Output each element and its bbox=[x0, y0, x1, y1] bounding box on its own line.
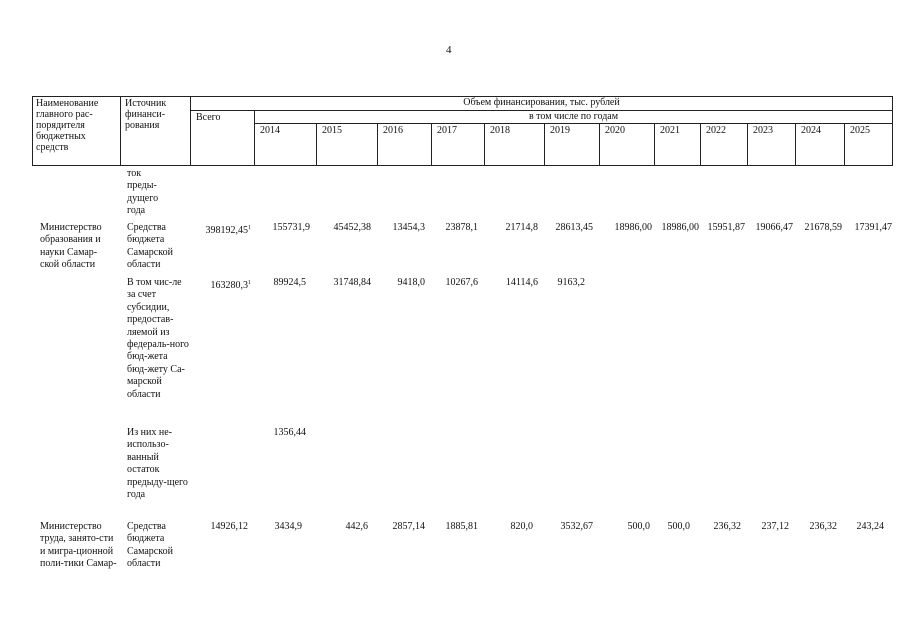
header-year-cell bbox=[544, 123, 600, 166]
row-value-2020: 500,0 bbox=[627, 521, 650, 532]
row-value-2015: 45452,38 bbox=[333, 222, 371, 233]
row-value-2017: 23878,1 bbox=[445, 222, 478, 233]
header-year-label: 2024 bbox=[801, 125, 821, 136]
header-year-cell bbox=[484, 123, 545, 166]
row-value-2024: 21678,59 bbox=[804, 222, 842, 233]
header-year-label: 2018 bbox=[490, 125, 510, 136]
row-value-2020: 18986,00 bbox=[614, 222, 652, 233]
row-name: Министерство труда, занято-сти и мигра-ционной поли-тики Самар- bbox=[40, 521, 117, 570]
row-value-2016: 2857,14 bbox=[392, 521, 425, 532]
row-total bbox=[192, 521, 248, 533]
header-year-cell bbox=[747, 123, 796, 166]
header-year-label: 2019 bbox=[550, 125, 570, 136]
page-number: 4 bbox=[446, 44, 452, 56]
row-source: Средства бюджета Самарской области bbox=[127, 521, 173, 570]
row-value-2019: 28613,45 bbox=[555, 222, 593, 233]
header-year-cell bbox=[700, 123, 748, 166]
row-value-2023: 19066,47 bbox=[755, 222, 793, 233]
header-year-label: 2022 bbox=[706, 125, 726, 136]
row-value-2014: 155731,9 bbox=[272, 222, 310, 233]
header-year-cell bbox=[377, 123, 432, 166]
header-cell-by-years bbox=[254, 110, 893, 124]
row-source: Из них не-использо-ванный остаток предыду-щего года bbox=[127, 427, 188, 501]
header-name-label: Наименование главного рас-порядителя бюджетных средств bbox=[36, 98, 99, 153]
header-year-label: 2025 bbox=[850, 125, 870, 136]
row-value-2021: 18986,00 bbox=[661, 222, 699, 233]
row-value-2014: 3434,9 bbox=[274, 521, 302, 532]
header-year-label: 2020 bbox=[605, 125, 625, 136]
row-source: В том чис-ле за счет субсидии, предостав-ляемой из федераль-ного бюд-жета бюд-жету Са-марской области bbox=[127, 277, 189, 400]
header-cell-source bbox=[120, 96, 191, 166]
row-total-value: 14926,12 bbox=[210, 521, 248, 532]
row-value-2019: 3532,67 bbox=[560, 521, 593, 532]
row-value-2024: 236,32 bbox=[809, 521, 837, 532]
header-year-cell bbox=[254, 123, 317, 166]
row-value-2023: 237,12 bbox=[761, 521, 789, 532]
header-year-label: 2015 bbox=[322, 125, 342, 136]
row-value-2025: 243,24 bbox=[856, 521, 884, 532]
row-value-2016: 13454,3 bbox=[392, 222, 425, 233]
row-value-2018: 14114,6 bbox=[505, 277, 538, 288]
continued-source-text: ток преды-дущего года bbox=[127, 168, 159, 217]
header-cell-name bbox=[32, 96, 121, 166]
row-value-2018: 820,0 bbox=[510, 521, 533, 532]
row-value-2014: 1356,44 bbox=[273, 427, 306, 438]
row-value-2017: 1885,81 bbox=[445, 521, 478, 532]
row-value-2019: 9163,2 bbox=[557, 277, 585, 288]
row-total-value: 163280,3 bbox=[210, 280, 248, 291]
row-value-2021: 500,0 bbox=[667, 521, 690, 532]
header-year-cell bbox=[654, 123, 701, 166]
row-value-2022: 236,32 bbox=[713, 521, 741, 532]
row-total-value: 398192,45 bbox=[205, 225, 248, 236]
footnote-mark: 1 bbox=[248, 280, 251, 286]
row-value-2017: 10267,6 bbox=[445, 277, 478, 288]
header-source-label: Источник финанси-рования bbox=[125, 98, 167, 131]
header-cell-total bbox=[190, 110, 255, 166]
header-year-cell bbox=[599, 123, 655, 166]
footnote-mark: 1 bbox=[248, 225, 251, 231]
header-year-cell bbox=[844, 123, 893, 166]
row-value-2014: 89924,5 bbox=[273, 277, 306, 288]
header-year-cell bbox=[795, 123, 845, 166]
row-value-2025: 17391,47 bbox=[854, 222, 892, 233]
row-total bbox=[192, 277, 251, 292]
header-year-label: 2016 bbox=[383, 125, 403, 136]
header-cell-volume bbox=[190, 96, 893, 111]
header-year-label: 2017 bbox=[437, 125, 457, 136]
row-value-2015: 442,6 bbox=[345, 521, 368, 532]
row-value-2022: 15951,87 bbox=[707, 222, 745, 233]
header-year-label: 2023 bbox=[753, 125, 773, 136]
row-value-2018: 21714,8 bbox=[505, 222, 538, 233]
row-total bbox=[192, 222, 251, 237]
row-source: Средства бюджета Самарской области bbox=[127, 222, 173, 271]
row-name: Министерство образования и науки Самар-ской области bbox=[40, 222, 102, 271]
header-by-years-label: в том числе по годам bbox=[528, 111, 619, 122]
header-year-cell bbox=[431, 123, 485, 166]
header-volume-label: Объем финансирования, тыс. рублей bbox=[463, 97, 620, 108]
header-total-label: Всего bbox=[196, 112, 221, 123]
header-year-label: 2021 bbox=[660, 125, 680, 136]
header-year-cell bbox=[316, 123, 378, 166]
header-year-label: 2014 bbox=[260, 125, 280, 136]
row-value-2015: 31748,84 bbox=[333, 277, 371, 288]
row-value-2016: 9418,0 bbox=[397, 277, 425, 288]
